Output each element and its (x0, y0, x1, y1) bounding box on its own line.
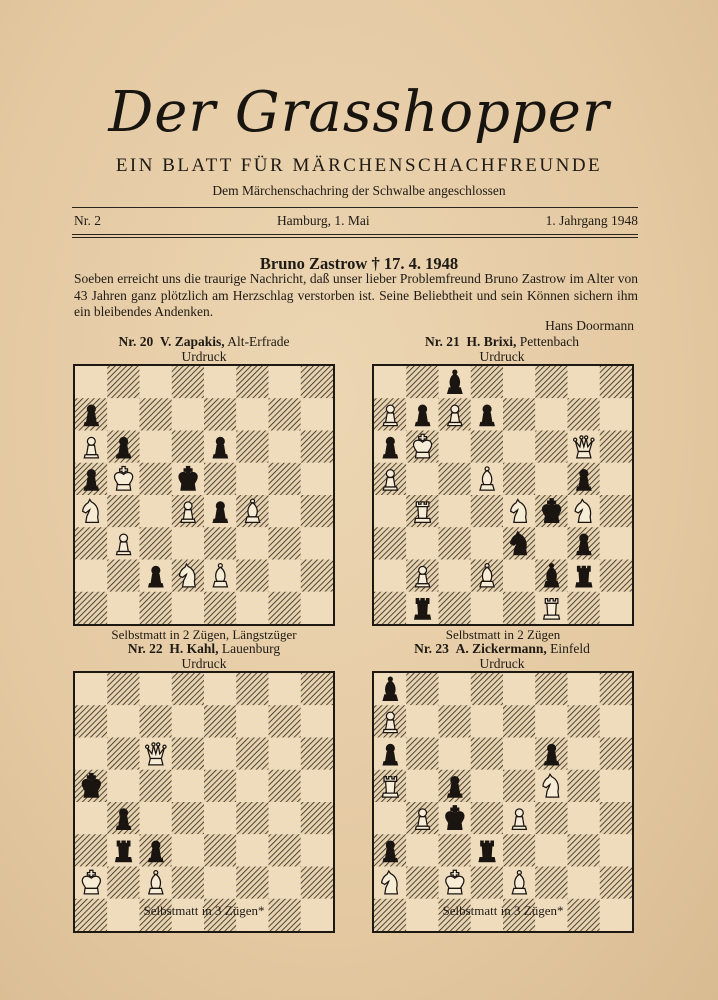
square-e6 (503, 738, 535, 770)
square-h3 (301, 527, 333, 559)
square-g8 (269, 673, 301, 705)
square-f3 (236, 527, 268, 559)
square-a4 (374, 802, 406, 834)
square-h5 (301, 770, 333, 802)
square-h2 (301, 867, 333, 899)
square-e2 (204, 867, 236, 899)
square-d4 (471, 802, 503, 834)
square-g7 (269, 398, 301, 430)
square-h6 (301, 431, 333, 463)
square-b8 (107, 673, 139, 705)
square-g2 (269, 560, 301, 592)
square-c4 (439, 495, 471, 527)
square-c3 (439, 527, 471, 559)
square-b5 (406, 770, 438, 802)
square-d2 (172, 867, 204, 899)
square-b2 (107, 560, 139, 592)
square-f5 (236, 463, 268, 495)
square-a8 (75, 673, 107, 705)
square-f1 (236, 592, 268, 624)
square-e1 (503, 592, 535, 624)
square-d2 (471, 867, 503, 899)
square-c5 (140, 463, 172, 495)
problem-note: Urdruck (479, 349, 525, 364)
square-g2 (269, 867, 301, 899)
square-e8 (204, 673, 236, 705)
square-a8 (374, 366, 406, 398)
masthead-affiliation: Dem Märchenschachring der Schwalbe angeschlossen (212, 183, 506, 198)
square-f3 (236, 834, 268, 866)
square-h6 (301, 738, 333, 770)
square-d8 (471, 366, 503, 398)
square-e3 (503, 834, 535, 866)
square-f7 (236, 705, 268, 737)
square-b4 (107, 495, 139, 527)
square-c1 (140, 592, 172, 624)
square-d6 (471, 738, 503, 770)
square-h5 (301, 463, 333, 495)
square-g5 (269, 770, 301, 802)
problem-number: Nr. 20 (118, 334, 154, 349)
square-f2 (236, 867, 268, 899)
square-d3 (172, 527, 204, 559)
square-h5 (600, 463, 632, 495)
square-c4 (140, 495, 172, 527)
chessboard-problem-20 (73, 364, 335, 626)
square-g1 (568, 592, 600, 624)
square-d5 (172, 770, 204, 802)
square-f4 (535, 802, 567, 834)
square-b7 (107, 398, 139, 430)
square-b3 (406, 834, 438, 866)
square-c8 (140, 673, 172, 705)
square-d6 (172, 431, 204, 463)
square-a2 (374, 560, 406, 592)
square-g8 (568, 673, 600, 705)
square-h8 (301, 673, 333, 705)
square-b8 (406, 366, 438, 398)
square-h7 (301, 398, 333, 430)
square-d4 (172, 802, 204, 834)
square-g4 (269, 495, 301, 527)
square-a1 (75, 592, 107, 624)
square-f8 (535, 673, 567, 705)
square-f8 (236, 366, 268, 398)
square-b5 (107, 770, 139, 802)
problem-20-header (75, 334, 333, 364)
board-svg (374, 366, 632, 624)
square-b3 (406, 527, 438, 559)
square-d3 (172, 834, 204, 866)
square-c7 (140, 705, 172, 737)
square-h6 (600, 431, 632, 463)
problem-21-stipulation: Selbstmatt in 2 Zügen (445, 627, 561, 642)
square-b8 (406, 673, 438, 705)
square-g3 (568, 834, 600, 866)
obituary-signature: Hans Doormann (545, 318, 634, 333)
square-g3 (269, 527, 301, 559)
square-c5 (439, 463, 471, 495)
square-g6 (568, 738, 600, 770)
square-f6 (535, 431, 567, 463)
square-g4 (269, 802, 301, 834)
square-b2 (406, 867, 438, 899)
square-e5 (204, 463, 236, 495)
square-c3 (140, 527, 172, 559)
square-g7 (269, 705, 301, 737)
square-d7 (172, 705, 204, 737)
square-f2 (535, 867, 567, 899)
square-d7 (172, 398, 204, 430)
square-f7 (236, 398, 268, 430)
problem-author: H. Brixi, (466, 334, 517, 349)
square-h7 (600, 398, 632, 430)
square-e6 (503, 431, 535, 463)
square-a6 (75, 738, 107, 770)
issue-line (74, 213, 638, 229)
problem-author: H. Kahl, (169, 641, 219, 656)
square-g5 (568, 770, 600, 802)
square-d5 (471, 770, 503, 802)
square-a3 (75, 834, 107, 866)
square-f6 (236, 738, 268, 770)
square-f5 (535, 463, 567, 495)
issue-place-date: Hamburg, 1. Mai (276, 213, 370, 228)
square-e7 (503, 705, 535, 737)
square-h4 (600, 495, 632, 527)
square-h4 (301, 802, 333, 834)
square-a1 (374, 592, 406, 624)
square-c4 (140, 802, 172, 834)
square-e7 (204, 705, 236, 737)
issue-volume: 1. Jahrgang 1948 (545, 213, 638, 228)
square-b6 (406, 738, 438, 770)
problem-note: Urdruck (479, 656, 525, 671)
square-h8 (600, 673, 632, 705)
square-e1 (204, 592, 236, 624)
square-h1 (600, 592, 632, 624)
square-d8 (172, 366, 204, 398)
problem-number: Nr. 23 (414, 641, 449, 656)
problem-note: Urdruck (181, 349, 227, 364)
problem-22-stipulation: Selbstmatt in 3 Zügen* (143, 903, 265, 918)
square-a3 (75, 527, 107, 559)
square-f7 (535, 398, 567, 430)
square-c3 (439, 834, 471, 866)
square-h7 (301, 705, 333, 737)
board-svg (75, 366, 333, 624)
square-e5 (204, 770, 236, 802)
square-e7 (204, 398, 236, 430)
square-f6 (236, 431, 268, 463)
issue-number: Nr. 2 (74, 213, 101, 228)
square-b7 (107, 705, 139, 737)
square-g1 (269, 592, 301, 624)
problem-number: Nr. 21 (425, 334, 460, 349)
square-h8 (301, 366, 333, 398)
square-g7 (568, 398, 600, 430)
obituary-text: Soeben erreicht uns die traurige Nachricht, daß unser lieber Problemfreund Bruno Zastrow im Alter von 43 Jahren ganz plötzlich am Herzschlag verstorben ist. Seine Beliebtheit und sein Können sichern ihm ein bleibendes Andenken. (74, 271, 638, 319)
square-e3 (204, 527, 236, 559)
square-d4 (471, 495, 503, 527)
problem-23-header (373, 641, 631, 671)
square-h4 (600, 802, 632, 834)
square-g4 (568, 802, 600, 834)
problem-23-stipulation: Selbstmatt in 3 Zügen* (442, 903, 564, 918)
square-g7 (568, 705, 600, 737)
chessboard-problem-23 (372, 671, 634, 933)
square-c6 (439, 431, 471, 463)
board-svg (75, 673, 333, 931)
square-g2 (568, 867, 600, 899)
square-d7 (471, 705, 503, 737)
square-g6 (269, 431, 301, 463)
square-g8 (269, 366, 301, 398)
square-b7 (406, 705, 438, 737)
header-rule-top (72, 207, 638, 208)
square-h1 (301, 592, 333, 624)
square-h8 (600, 366, 632, 398)
square-d6 (471, 431, 503, 463)
square-f3 (535, 834, 567, 866)
square-b1 (107, 592, 139, 624)
square-c6 (439, 738, 471, 770)
square-e8 (503, 366, 535, 398)
square-c8 (439, 673, 471, 705)
header-rule-bottom (72, 234, 638, 235)
square-g6 (269, 738, 301, 770)
square-e7 (503, 398, 535, 430)
obituary-title: Bruno Zastrow † 17. 4. 1948 (259, 254, 459, 273)
problem-place: Lauenburg (221, 641, 281, 656)
square-d8 (172, 673, 204, 705)
board-svg (374, 673, 632, 931)
square-f7 (535, 705, 567, 737)
square-h2 (301, 560, 333, 592)
square-f8 (535, 366, 567, 398)
square-d1 (471, 592, 503, 624)
square-e4 (204, 802, 236, 834)
square-b5 (406, 463, 438, 495)
square-a8 (75, 366, 107, 398)
problem-place: Alt-Erfrade (227, 334, 290, 349)
square-c7 (439, 705, 471, 737)
square-h5 (600, 770, 632, 802)
square-g8 (568, 366, 600, 398)
square-d8 (471, 673, 503, 705)
square-f3 (535, 527, 567, 559)
square-b6 (107, 738, 139, 770)
square-c6 (140, 431, 172, 463)
problem-20-stipulation: Selbstmatt in 2 Zügen, Längstzüger (111, 627, 297, 642)
square-a2 (75, 560, 107, 592)
square-h2 (600, 560, 632, 592)
square-c5 (140, 770, 172, 802)
square-a3 (374, 527, 406, 559)
square-g5 (269, 463, 301, 495)
masthead-subtitle: EIN BLATT FÜR MÄRCHENSCHACHFREUNDE (115, 155, 603, 176)
square-h3 (600, 834, 632, 866)
square-c8 (140, 366, 172, 398)
square-e6 (204, 738, 236, 770)
square-b2 (107, 867, 139, 899)
square-f4 (236, 802, 268, 834)
square-h7 (600, 705, 632, 737)
problem-place: Pettenbach (519, 334, 579, 349)
square-c1 (439, 592, 471, 624)
square-d6 (172, 738, 204, 770)
problem-21-header (373, 334, 631, 364)
square-g3 (269, 834, 301, 866)
square-e8 (503, 673, 535, 705)
square-h4 (301, 495, 333, 527)
square-a4 (374, 495, 406, 527)
square-h3 (301, 834, 333, 866)
square-e2 (503, 560, 535, 592)
square-c2 (439, 560, 471, 592)
square-d1 (172, 592, 204, 624)
square-e5 (503, 770, 535, 802)
problem-22-header (75, 641, 333, 671)
square-f2 (236, 560, 268, 592)
problem-author: V. Zapakis, (159, 334, 225, 349)
square-c7 (140, 398, 172, 430)
square-h2 (600, 867, 632, 899)
problem-note: Urdruck (181, 656, 227, 671)
square-a4 (75, 802, 107, 834)
square-b8 (107, 366, 139, 398)
problem-author: A. Zickermann, (455, 641, 547, 656)
square-h3 (600, 527, 632, 559)
square-e8 (204, 366, 236, 398)
square-a7 (75, 705, 107, 737)
square-d3 (471, 527, 503, 559)
masthead-title: Der Grasshopper (108, 80, 610, 145)
square-h6 (600, 738, 632, 770)
square-e5 (503, 463, 535, 495)
header-rule-bottom-2 (72, 237, 638, 238)
square-f8 (236, 673, 268, 705)
problem-place: Einfeld (550, 641, 590, 656)
problem-number: Nr. 22 (127, 641, 163, 656)
square-e3 (204, 834, 236, 866)
square-f5 (236, 770, 268, 802)
chessboard-problem-21 (372, 364, 634, 626)
chessboard-problem-22 (73, 671, 335, 933)
